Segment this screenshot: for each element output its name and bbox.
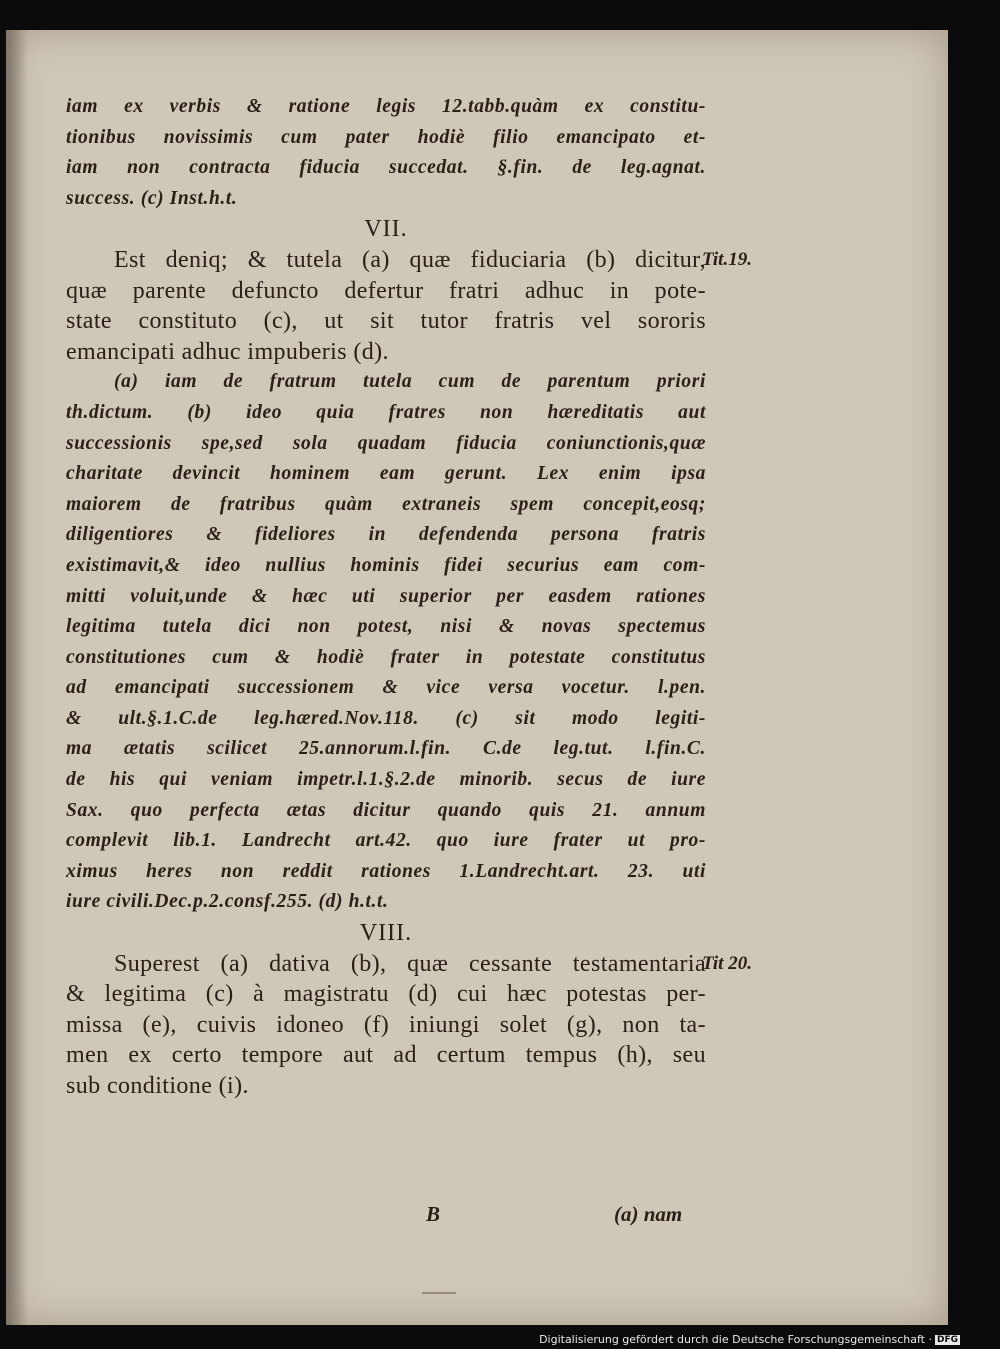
text-line: Est deniq; & tutela (a) quæ fiduciaria (b) dicitur, xyxy=(114,246,706,273)
text-line: constitutiones cum & hodiè frater in potestate constitutus xyxy=(66,646,706,668)
attribution-text: Digitalisierung gefördert durch die Deutsche Forschungsgemeinschaft · xyxy=(539,1333,932,1346)
section-heading: VII. xyxy=(364,216,408,243)
text-line: Superest (a) dativa (b), quæ cessante testamentaria xyxy=(114,950,706,977)
text-line: ma ætatis scilicet 25.annorum.l.fin. C.de leg.tut. l.fin.C. xyxy=(66,738,706,760)
text-line: ad emancipati successionem & vice versa vocetur. l.pen. xyxy=(66,677,706,699)
text-line: th.dictum. (b) ideo quia fratres non hæreditatis aut xyxy=(66,401,706,423)
text-line: success. (c) Inst.h.t. xyxy=(66,187,238,209)
margin-note-title-19: Tit.19. xyxy=(702,249,752,270)
text-line: legitima tutela dici non potest, nisi & novas spectemus xyxy=(66,616,706,638)
text-line: complevit lib.1. Landrecht art.42. quo iure frater ut pro- xyxy=(66,830,706,852)
main-text xyxy=(66,92,706,1102)
text-line: sub conditione (i). xyxy=(66,1073,249,1099)
text-line: (a) iam de fratrum tutela cum de parentum priori xyxy=(114,371,706,393)
dfg-attribution xyxy=(539,1333,960,1346)
text-line: emancipati adhuc impuberis (d). xyxy=(66,338,389,365)
text-line: charitate devincit hominem eam gerunt. Lex enim ipsa xyxy=(66,463,706,485)
text-line: ximus heres non reddit rationes 1.Landrecht.art. 23. uti xyxy=(66,860,706,882)
text-line: diligentiores & fideliores in defendenda persona fratris xyxy=(66,524,706,546)
text-line: successionis spe,sed sola quadam fiducia coniunctionis,quæ xyxy=(66,432,706,454)
text-line: men ex certo tempore aut ad certum tempus (h), seu xyxy=(66,1042,706,1069)
text-line: iam ex verbis & ratione legis 12.tabb.quàm ex constitu- xyxy=(66,96,706,117)
text-line: state constituto (c), ut sit tutor fratris vel sororis xyxy=(66,308,706,335)
text-line: iure civili.Dec.p.2.consf.255. (d) h.t.t. xyxy=(66,891,389,913)
signature-mark: B xyxy=(426,1202,441,1226)
text-line: mitti voluit,unde & hæc uti superior per easdem rationes xyxy=(66,585,706,607)
text-line: Sax. quo perfecta ætas dicitur quando quis 21. annum xyxy=(66,799,706,821)
text-line: & legitima (c) à magistratu (d) cui hæc potestas per- xyxy=(66,981,706,1008)
text-line: iam non contracta fiducia succedat. §.fin. de leg.agnat. xyxy=(66,157,706,179)
page-flourish xyxy=(422,1292,456,1294)
catchword: (a) nam xyxy=(614,1202,683,1226)
text-line: missa (e), cuivis idoneo (f) iniungi solet (g), non ta- xyxy=(66,1011,706,1038)
text-line: quæ parente defuncto defertur fratri adhuc in pote- xyxy=(66,277,706,304)
dfg-logo: DFG xyxy=(936,1335,958,1345)
text-line: maiorem de fratribus quàm extraneis spem concepit,eosq; xyxy=(66,493,706,515)
text-line: de his qui veniam impetr.l.1.§.2.de minorib. secus de iure xyxy=(66,769,706,791)
margin-note-title-20: Tit 20. xyxy=(702,952,752,974)
text-line: existimavit,& ideo nullius hominis fidei securius eam com- xyxy=(66,554,706,576)
text-line: tionibus novissimis cum pater hodiè filio emancipato et- xyxy=(66,126,706,148)
text-line: & ult.§.1.C.de leg.hæred.Nov.118. (c) sit modo legiti- xyxy=(66,707,706,729)
book-page xyxy=(6,30,948,1325)
section-heading: VIII. xyxy=(359,920,413,947)
